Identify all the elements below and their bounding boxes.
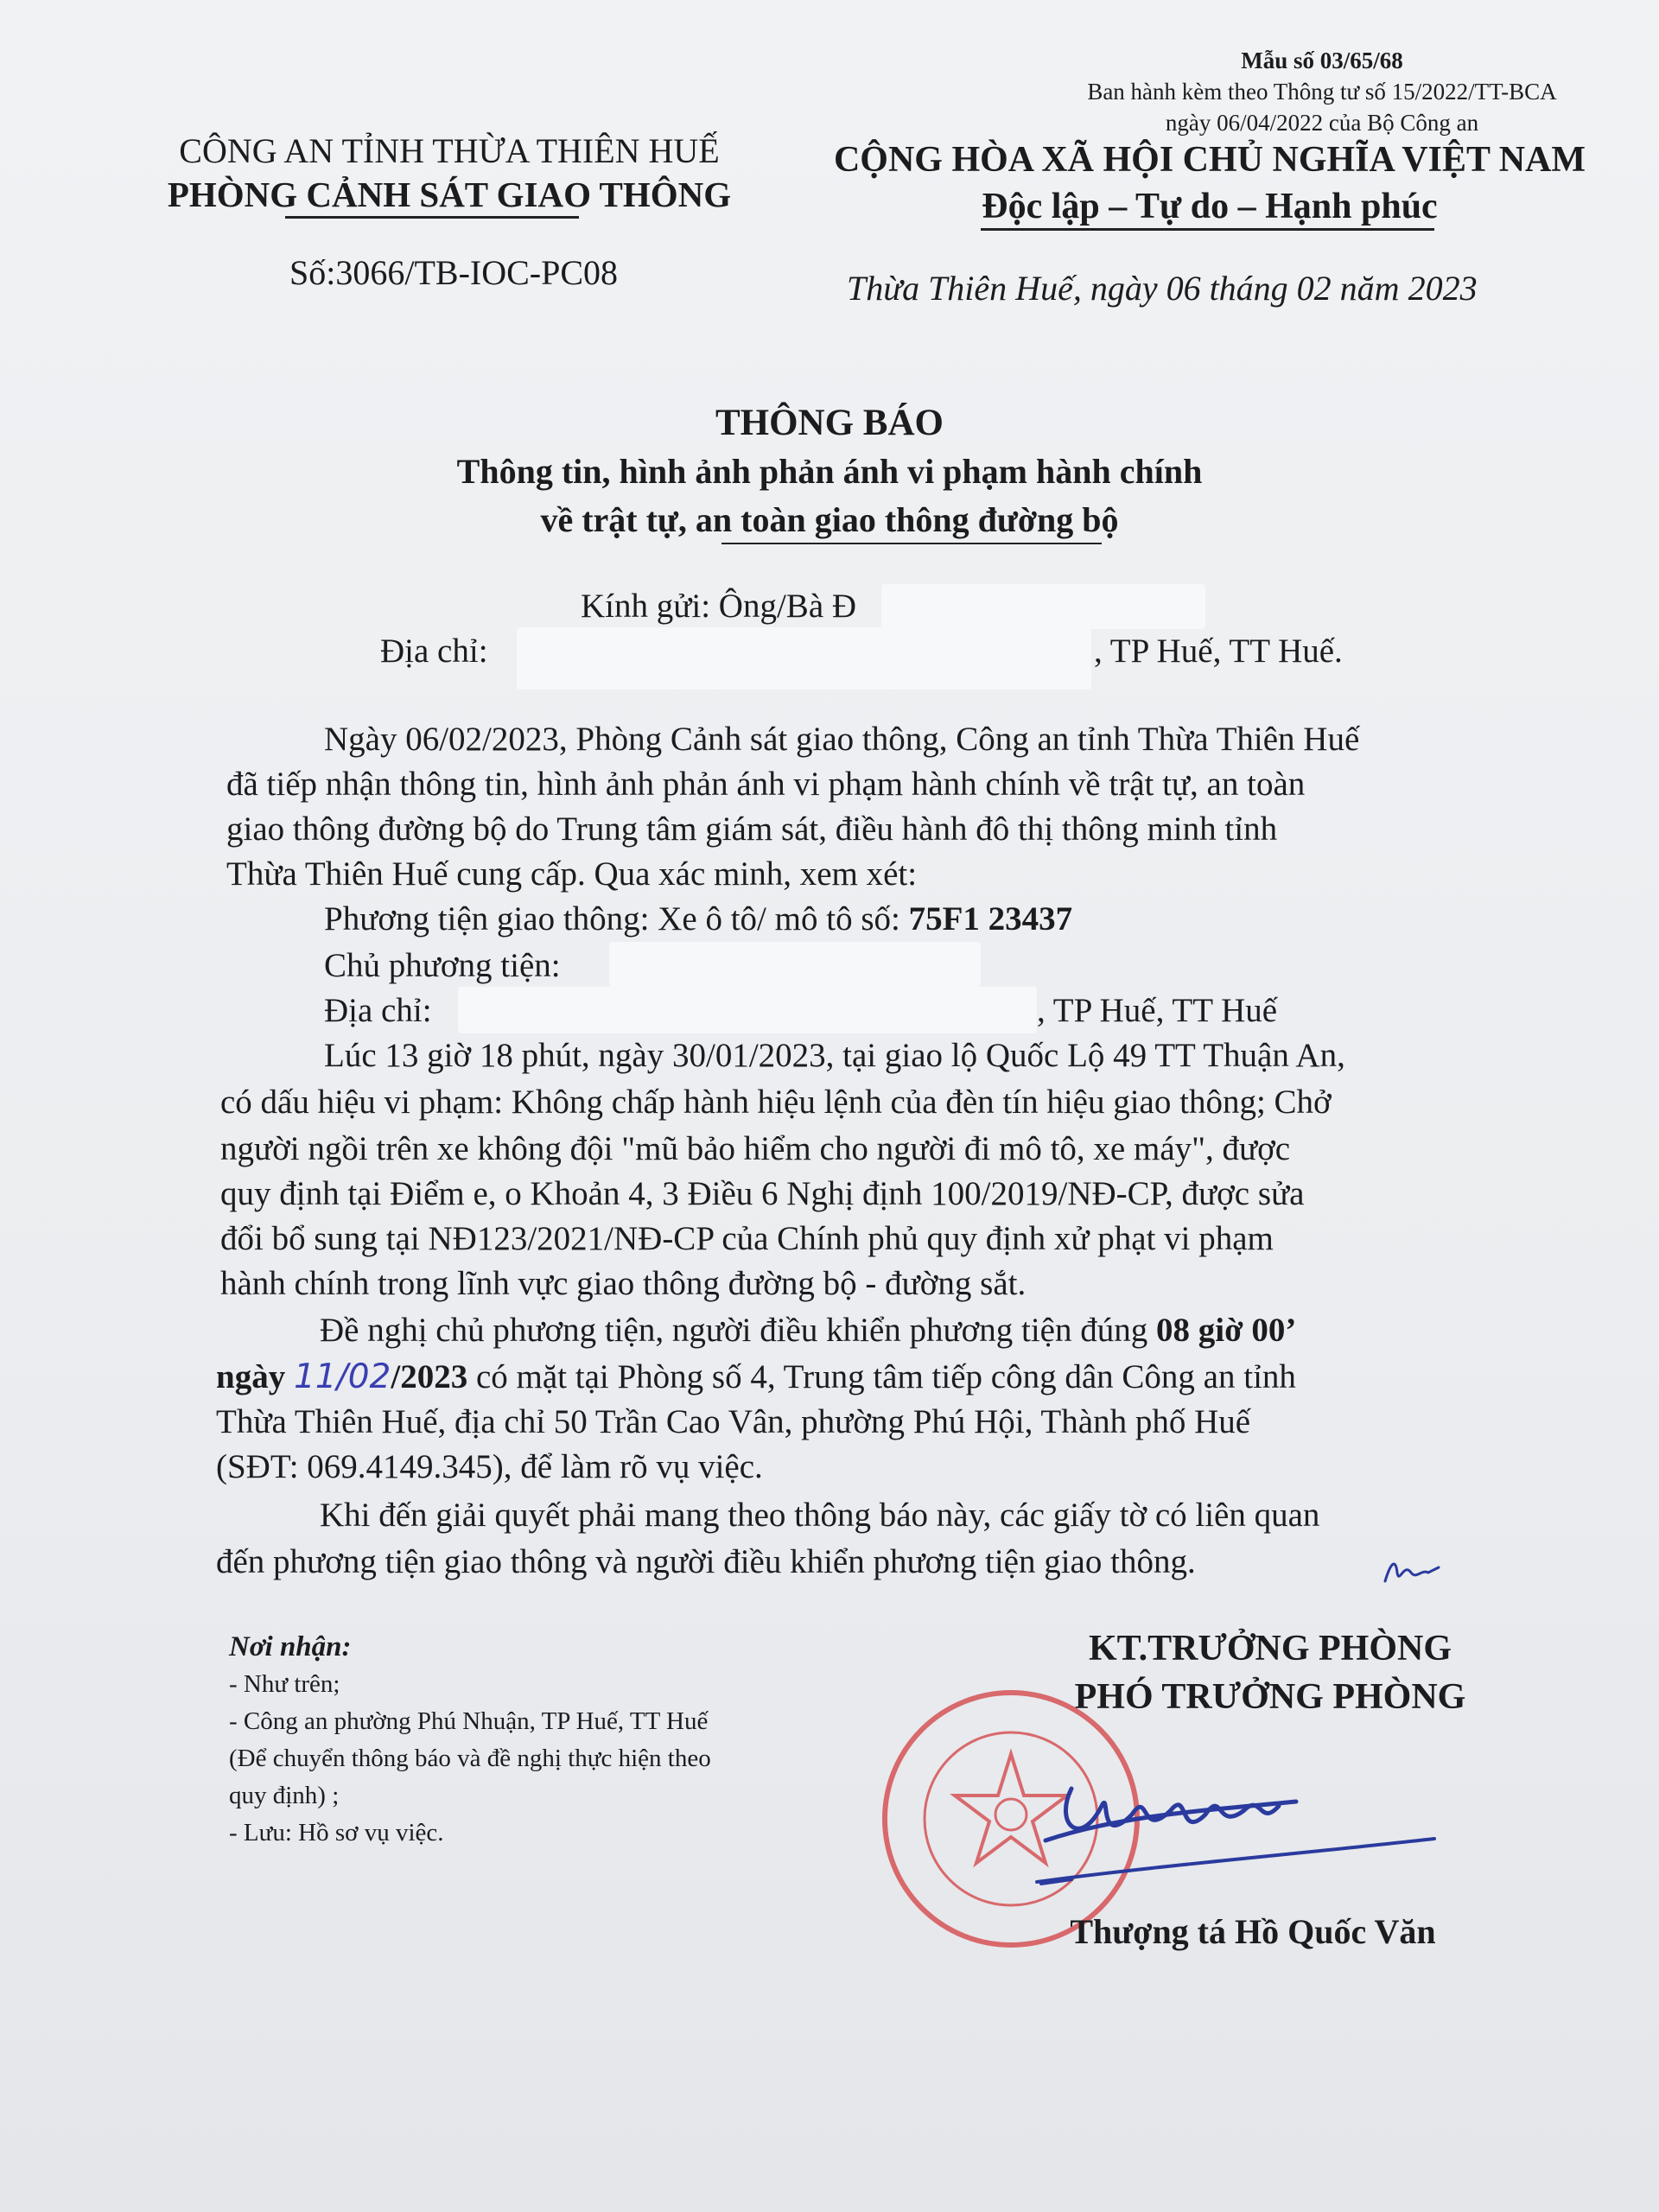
p2-line-2: có dấu hiệu vi phạm: Không chấp hành hiệu lệnh của đèn tín hiệu giao thông; Chở: [220, 1084, 1332, 1121]
owner-label: Chủ phương tiện:: [324, 947, 561, 984]
p3-day-label: ngày: [216, 1358, 294, 1395]
notice-subtitle-line-2: về trật tự, an toàn giao thông đường bộ: [540, 500, 1119, 539]
notice-title: THÔNG BÁO: [715, 403, 944, 443]
salutation: Kính gửi: Ông/Bà Đ: [581, 588, 857, 625]
p3-rest: có mặt tại Phòng số 4, Trung tâm tiếp công dân Công an tỉnh: [467, 1358, 1296, 1395]
recipient-item: - Công an phường Phú Nhuận, TP Huế, TT Huế: [229, 1707, 709, 1735]
nation-header: [778, 137, 1642, 230]
recipient-item: quy định) ;: [229, 1782, 340, 1809]
initials-mark: [1378, 1547, 1447, 1599]
redaction-box: [609, 942, 981, 987]
nation-motto: Độc lập – Tự do – Hạnh phúc: [982, 187, 1438, 226]
owner-address-tail: , TP Huế, TT Huế: [1037, 992, 1278, 1029]
date-place: Thừa Thiên Huế, ngày 06 tháng 02 năm 2023: [847, 269, 1478, 308]
agency-name: PHÒNG CẢNH SÁT GIAO THÔNG: [167, 175, 732, 214]
signer-name: Thượng tá Hồ Quốc Văn: [1070, 1912, 1436, 1951]
p1-line-2: đã tiếp nhận thông tin, hình ảnh phản ánh vi phạm hành chính về trật tự, an toàn: [226, 766, 1306, 803]
form-issued-line-2: ngày 06/04/2022 của Bộ Công an: [1165, 110, 1479, 136]
vehicle-line: [324, 897, 1072, 942]
recipient-item: (Để chuyển thông báo và đề nghị thực hiện theo: [229, 1745, 711, 1772]
recipients-heading: Nơi nhận:: [229, 1631, 352, 1662]
p1-line-1: Ngày 06/02/2023, Phòng Cảnh sát giao thông, Công an tỉnh Thừa Thiên Huế: [324, 721, 1360, 758]
nation-name: CỘNG HÒA XÃ HỘI CHỦ NGHĨA VIỆT NAM: [833, 140, 1586, 180]
p3-start: Đề nghị chủ phương tiện, người điều khiển phương tiện đúng: [320, 1312, 1156, 1349]
agency-parent: CÔNG AN TỈNH THỪA THIÊN HUẾ: [179, 131, 720, 170]
notice-subtitle: [0, 448, 1659, 544]
p3-line-4: (SĐT: 069.4149.345), để làm rõ vụ việc.: [216, 1448, 763, 1485]
redaction-box: [517, 627, 1091, 690]
title-underline: [721, 543, 1102, 544]
recipient-item: - Lưu: Hồ sơ vụ việc.: [229, 1819, 444, 1847]
signer-title-1: KT.TRƯỞNG PHÒNG: [1089, 1629, 1452, 1669]
p4-line-2: đến phương tiện giao thông và người điều khiển phương tiện giao thông.: [216, 1543, 1196, 1580]
reference-number: Số:3066/TB-IOC-PC08: [289, 253, 619, 292]
recipients-block: [229, 1629, 711, 1852]
p3-time: 08 giờ 00’: [1156, 1312, 1297, 1349]
notice-subtitle-line-1: Thông tin, hình ảnh phản ánh vi phạm hành chính: [456, 452, 1203, 491]
agency-underline: [285, 216, 579, 219]
owner-address-label: Địa chỉ:: [324, 992, 432, 1029]
address-tail: , TP Huế, TT Huế.: [1094, 632, 1343, 670]
signer-title-2: PHÓ TRƯỞNG PHÒNG: [1074, 1677, 1466, 1717]
p3-line-3: Thừa Thiên Huế, địa chỉ 50 Trần Cao Vân, phường Phú Hội, Thành phố Huế: [216, 1403, 1251, 1440]
p2-line-4: quy định tại Điểm e, o Khoản 4, 3 Điều 6 Nghị định 100/2019/NĐ-CP, được sửa: [220, 1175, 1305, 1212]
p2-line-1: Lúc 13 giờ 18 phút, ngày 30/01/2023, tại giao lộ Quốc Lộ 49 TT Thuận An,: [324, 1037, 1345, 1074]
p4-line-1: Khi đến giải quyết phải mang theo thông báo này, các giấy tờ có liên quan: [320, 1497, 1320, 1534]
form-issued-line-1: Ban hành kèm theo Thông tư số 15/2022/TT-BCA: [1087, 79, 1557, 105]
p1-line-3: giao thông đường bộ do Trung tâm giám sát, điều hành đô thị thông minh tỉnh: [226, 810, 1278, 848]
handwritten-date: 11/02: [293, 1357, 391, 1396]
p3-line-1: [320, 1308, 1296, 1353]
agency-header: [130, 130, 769, 216]
p1-line-4: Thừa Thiên Huế cung cấp. Qua xác minh, xem xét:: [226, 855, 918, 893]
p3-line-2: [216, 1355, 1296, 1400]
form-number-block: [942, 45, 1659, 138]
vehicle-label: Phương tiện giao thông: Xe ô tô/ mô tô số:: [324, 900, 909, 938]
signer-titles: [959, 1624, 1581, 1721]
form-number: Mẫu số 03/65/68: [1241, 48, 1403, 73]
p2-line-3: người ngồi trên xe không đội "mũ bảo hiểm cho người đi mô tô, xe máy", được: [220, 1130, 1291, 1167]
redaction-box: [458, 987, 1037, 1033]
p3-year: /2023: [391, 1358, 468, 1395]
handwritten-signature: [1020, 1728, 1452, 1901]
redaction-box: [881, 584, 1205, 629]
motto-underline: [981, 228, 1434, 231]
p2-line-5: đổi bổ sung tại NĐ123/2021/NĐ-CP của Chính phủ quy định xử phạt vi phạm: [220, 1220, 1274, 1257]
p2-line-6: hành chính trong lĩnh vực giao thông đường bộ - đường sắt.: [220, 1265, 1027, 1302]
address-label: Địa chỉ:: [380, 632, 488, 670]
recipient-item: - Như trên;: [229, 1670, 340, 1698]
vehicle-plate: 75F1 23437: [908, 900, 1073, 938]
